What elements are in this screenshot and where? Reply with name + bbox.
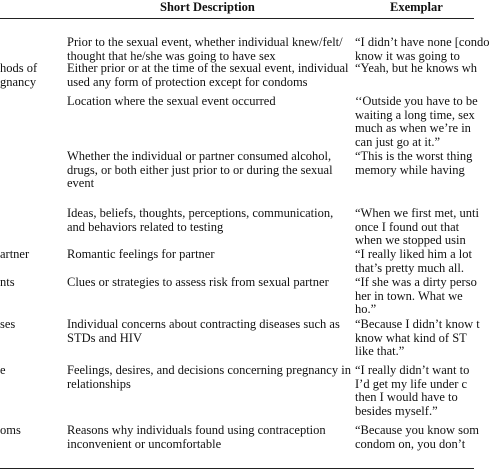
row-exemplar-line: know it was going to (355, 48, 460, 63)
row-exemplar-line: memory while having (355, 162, 465, 177)
bottom-rule (0, 468, 474, 469)
row-description-line: used any form of protection except for condoms (67, 74, 308, 89)
row-exemplar-line: that’s pretty much all. (355, 260, 465, 275)
row-category-line: e (0, 363, 6, 377)
row-description-line: Clues or strategies to assess risk from sexual partner (67, 275, 329, 289)
row-description-line: drugs, or both either just prior to or during the sexual (67, 162, 333, 177)
row-exemplar-line: once I found out that (355, 219, 460, 234)
row-description-line: Ideas, beliefs, thoughts, perceptions, communication, (67, 206, 334, 220)
row-exemplar-line: “Because I didn’t know t (355, 317, 480, 331)
row-description-line: and behaviors related to testing (67, 219, 224, 234)
row-exemplar-line: “If she was a dirty perso (355, 275, 477, 289)
row-description-line: Whether the individual or partner consumed alcohol, (67, 149, 332, 163)
row-exemplar-line: “This is the worst thing (355, 149, 473, 163)
row-exemplar-line: know what kind of ST (355, 330, 467, 345)
row-exemplar-line: I’d get my life under c (355, 376, 468, 391)
column-header-short-description: Short Description (160, 0, 255, 14)
row-exemplar-line: her in town. What we (355, 288, 463, 303)
row-category-line: nts (0, 275, 15, 289)
row-description-line: Individual concerns about contracting diseases such as (67, 317, 340, 331)
row-exemplar-line: ‘‘Outside you have to be (355, 94, 478, 108)
row-description-line: inconvenient or uncomfortable (67, 436, 222, 451)
row-exemplar-line: “I really liked him a lot (355, 247, 472, 261)
row-description-line: thought that he/she was going to have sex (67, 48, 276, 63)
row-exemplar-line: “Yeah, but he knows wh (355, 61, 477, 75)
row-exemplar-line: “I didn’t have none [condo (355, 35, 489, 49)
row-description-line: relationships (67, 376, 131, 391)
row-exemplar-line: “I really didn’t want to (355, 363, 470, 377)
row-exemplar-line: ho.” (355, 302, 377, 317)
row-exemplar-line: then I would have to (355, 390, 458, 405)
row-category-line: hods of (0, 61, 38, 75)
row-description-line: Romantic feelings for partner (67, 247, 215, 261)
row-description-line: Feelings, desires, and decisions concerning pregnancy in (67, 363, 351, 377)
row-category-line: oms (0, 423, 21, 437)
row-exemplar-line: much as when we’re in (355, 121, 471, 136)
row-exemplar-line: “When we first met, unti (355, 206, 479, 220)
row-exemplar-line: condom on, you don’t (355, 436, 466, 451)
row-description-line: event (67, 176, 95, 191)
column-header-exemplar: Exemplar (390, 0, 443, 14)
header-rule (0, 18, 474, 19)
row-description-line: Prior to the sexual event, whether individual knew/felt/ (67, 35, 343, 49)
row-category-line: artner (0, 247, 30, 261)
row-description-line: Either prior or at the time of the sexual event, individual (67, 61, 349, 75)
row-exemplar-line: besides myself.” (355, 403, 438, 418)
row-category-line: gnancy (0, 74, 37, 89)
row-exemplar-line: waiting a long time, sex (355, 107, 475, 122)
row-exemplar-line: like that.” (355, 344, 405, 359)
row-exemplar-line: “Because you know som (355, 423, 479, 437)
row-exemplar-line: when we stopped usin (355, 233, 466, 248)
row-description-line: Reasons why individuals found using contraception (67, 423, 326, 437)
row-description-line: STDs and HIV (67, 330, 142, 345)
row-exemplar-line: can just go at it.” (355, 134, 441, 149)
row-category-line: ses (0, 317, 16, 331)
row-description-line: Location where the sexual event occurred (67, 94, 276, 108)
